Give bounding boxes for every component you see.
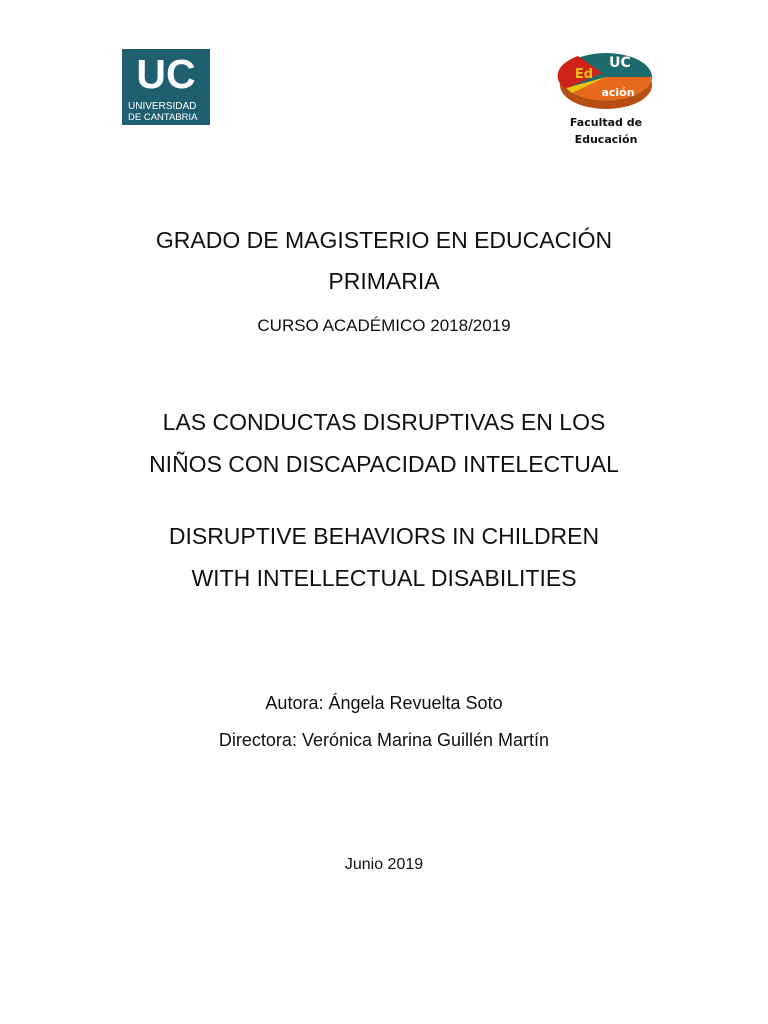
thesis-title-english — [0, 515, 768, 599]
uc-logo-initials: UC — [136, 51, 196, 97]
universidad-de-cantabria-logo — [122, 49, 210, 125]
degree-title-line1: GRADO DE MAGISTERIO EN EDUCACIÓN — [155, 227, 613, 253]
logo-ed-text: Ed — [574, 67, 594, 82]
director-line: Directora: Verónica Marina Guillén Martín — [218, 730, 550, 750]
thesis-title-spanish-line2: NIÑOS CON DISCAPACIDAD INTELECTUAL — [149, 451, 619, 477]
course-year: CURSO ACADÉMICO 2018/2019 — [257, 316, 511, 335]
thesis-title-english-line2: WITH INTELLECTUAL DISABILITIES — [191, 565, 577, 591]
faculty-caption-line2: Educación — [574, 133, 638, 146]
faculty-caption — [556, 114, 656, 148]
educacion-pie-logo — [556, 41, 656, 113]
submission-date: Junio 2019 — [344, 856, 424, 873]
faculty-caption-line1: Facultad de — [569, 116, 643, 129]
thesis-title-english-line1: DISRUPTIVE BEHAVIORS IN CHILDREN — [168, 523, 600, 549]
thesis-title-spanish-line1: LAS CONDUCTAS DISRUPTIVAS EN LOS — [162, 409, 606, 435]
degree-title-line2: PRIMARIA — [328, 268, 440, 294]
thesis-title-spanish — [0, 401, 768, 485]
uc-logo-graphic — [122, 49, 210, 125]
logo-acion-text: ación — [601, 86, 635, 99]
facultad-de-educacion-logo — [556, 41, 656, 151]
uc-logo-line2: DE CANTABRIA — [128, 112, 198, 123]
uc-logo-line1: UNIVERSIDAD — [128, 101, 197, 112]
logo-uc-text: UC — [609, 55, 631, 71]
author-line: Autora: Ángela Revuelta Soto — [265, 693, 503, 713]
degree-title — [0, 220, 768, 302]
